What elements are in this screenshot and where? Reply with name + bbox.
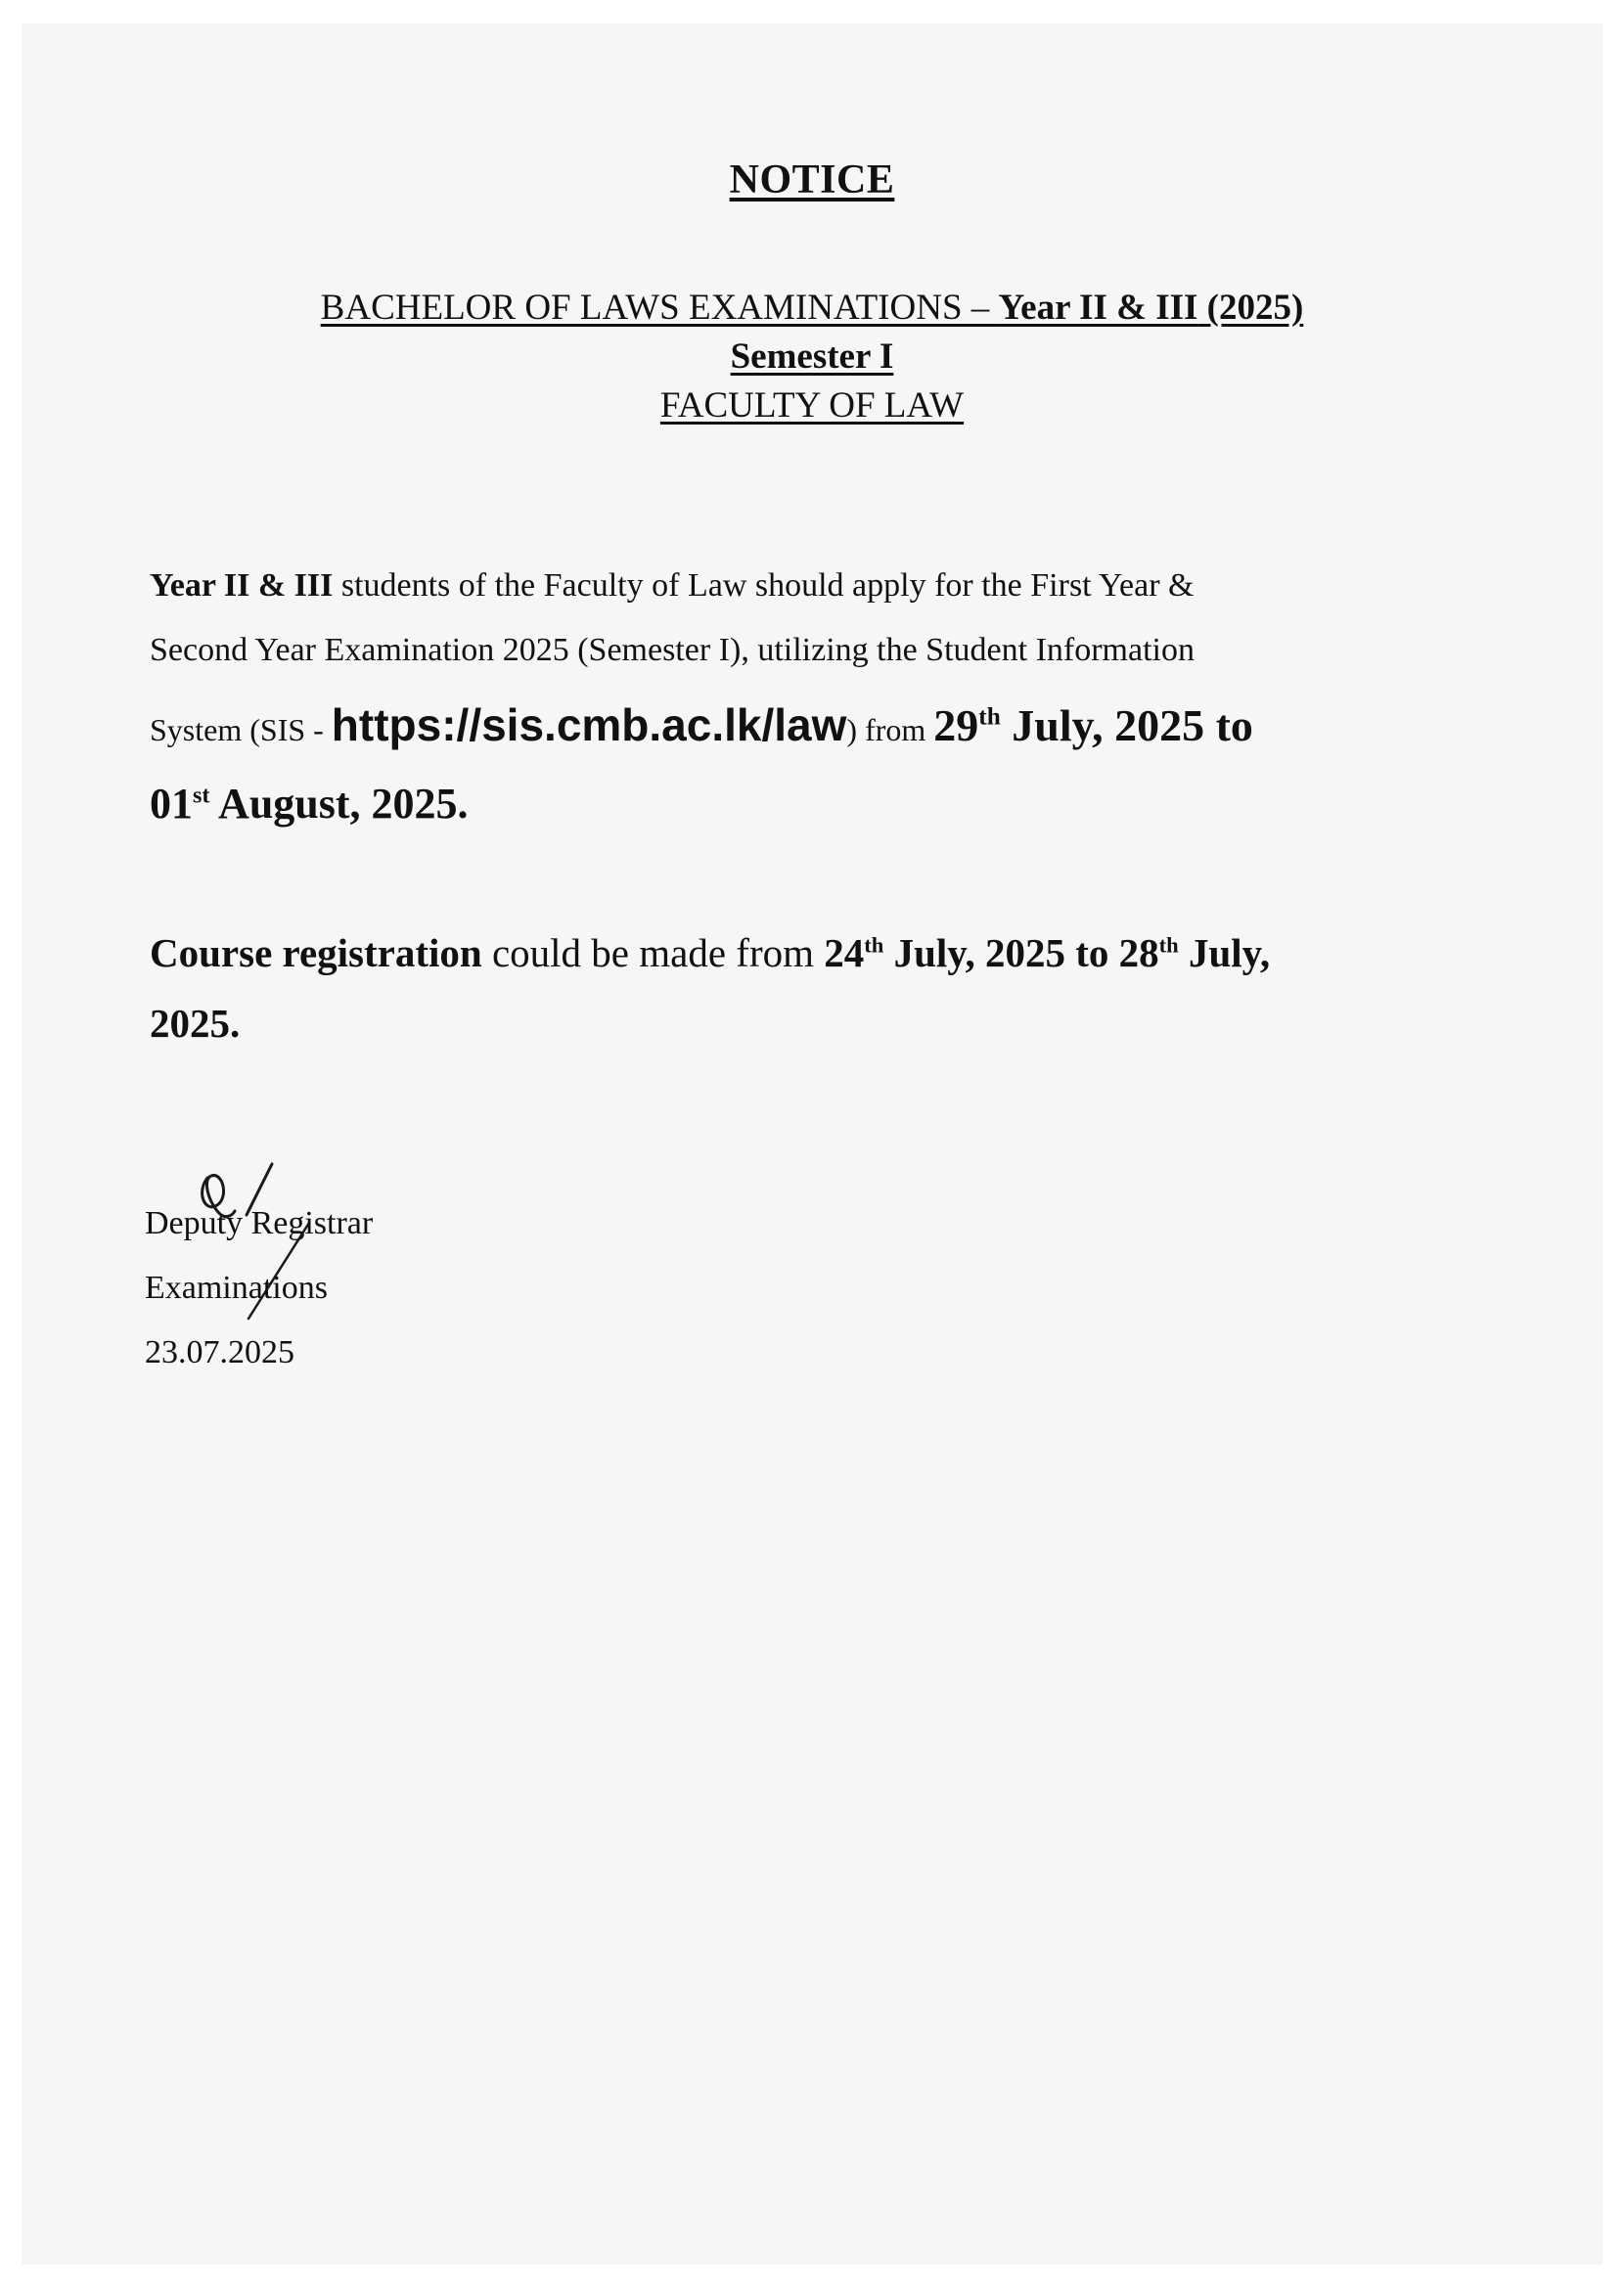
to-day-suffix: th — [1158, 932, 1179, 958]
to-date-rest: July, — [1178, 930, 1271, 975]
paragraph-2-bold-start: Course registration — [150, 930, 482, 975]
exam-heading-years: Year II & III — [998, 288, 1198, 328]
start-date-rest: July, 2025 to — [1000, 700, 1253, 750]
faculty-heading: FACULTY OF LAW — [659, 385, 965, 426]
registration-to-date — [1119, 930, 1271, 975]
start-day: 29 — [933, 700, 979, 750]
notice-date: 23.07.2025 — [145, 1334, 294, 1370]
paragraph-1-line-3-text: System (SIS - — [150, 712, 332, 747]
exam-heading-text: BACHELOR OF LAWS EXAMINATIONS – — [320, 288, 999, 328]
registration-from-date — [824, 930, 1118, 975]
paragraph-1-from-text: ) from — [846, 712, 934, 747]
paragraph-2-mid-text: could be made from — [481, 930, 825, 975]
end-date-rest: August, 2025. — [209, 780, 469, 828]
paragraph-1-line-2: Second Year Examination 2025 (Semester I), utilizing the Student Information — [150, 632, 1195, 668]
sis-url-link[interactable]: https://sis.cmb.ac.lk/law — [331, 699, 847, 750]
semester-heading: Semester I — [730, 336, 894, 377]
handwritten-signature — [166, 1154, 323, 1350]
end-day: 01 — [150, 780, 193, 828]
to-day: 28 — [1118, 930, 1159, 975]
application-start-date — [933, 700, 1253, 750]
notice-title: NOTICE — [729, 157, 895, 202]
application-end-date — [150, 779, 1373, 829]
paragraph-1-line-3 — [150, 698, 1373, 751]
paragraph-1-line-1-text: students of the Faculty of Law should apply for the First Year & — [333, 567, 1195, 604]
signatory-title: Deputy Registrar — [145, 1205, 374, 1241]
exam-heading-year: (2025) — [1197, 288, 1304, 328]
exam-heading — [0, 287, 1624, 329]
end-day-suffix: st — [193, 782, 210, 809]
from-date-rest: July, 2025 to — [883, 930, 1119, 975]
paragraph-1-line-1 — [150, 567, 1373, 605]
signatory-department: Examinations — [145, 1270, 328, 1306]
from-day-suffix: th — [864, 932, 884, 958]
paragraph-1-bold-start: Year II & III — [150, 567, 334, 604]
paragraph-2-line-1 — [150, 929, 1373, 976]
start-day-suffix: th — [978, 702, 1001, 731]
paragraph-2-line-2: 2025. — [150, 1001, 241, 1046]
from-day: 24 — [824, 930, 865, 975]
